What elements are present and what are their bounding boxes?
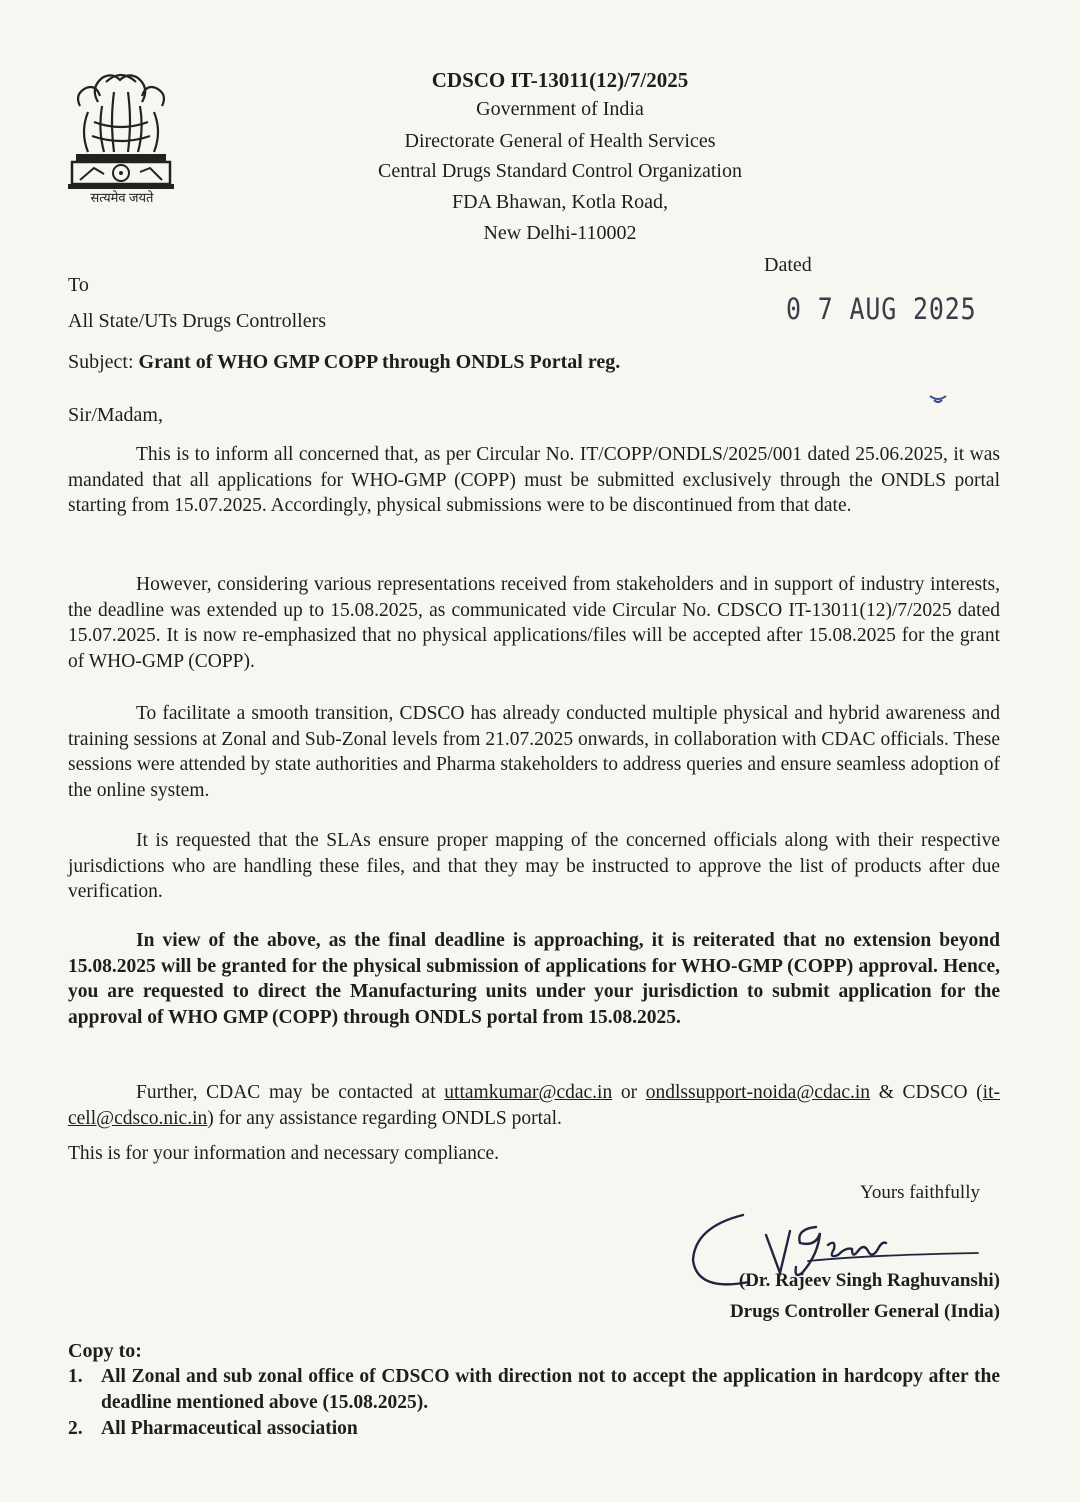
paragraph-sla-mapping: It is requested that the SLAs ensure proper mapping of the concerned officials along with their respective jurisdictions who are handling these files, and that they may be instructed to approve the list of products after due verification. bbox=[68, 830, 1000, 902]
email-link-it-cell[interactable]: it-cell@cdsco.nic.in bbox=[68, 1082, 1001, 1129]
subject-label: Subject: bbox=[68, 351, 139, 373]
header-address-line: FDA Bhawan, Kotla Road, bbox=[451, 191, 669, 213]
recipient: All State/UTs Drugs Controllers bbox=[68, 310, 327, 332]
header-government: Government of India bbox=[476, 98, 644, 120]
list-item-text: All Zonal and sub zonal office of CDSCO with direction not to accept the application in hardcopy after the deadline mentioned above (15.08.2025). bbox=[101, 1366, 1000, 1413]
list-item-text: All Pharmaceutical association bbox=[101, 1418, 358, 1439]
dated-label: Dated bbox=[764, 254, 812, 276]
header-directorate: Directorate General of Health Services bbox=[404, 130, 716, 152]
to-label: To bbox=[68, 274, 89, 296]
header-organization: Central Drugs Standard Control Organization bbox=[377, 160, 742, 182]
file-reference-number: CDSCO IT-13011(12)/7/2025 bbox=[431, 68, 689, 92]
list-item-number: 2. bbox=[68, 1418, 83, 1439]
copy-to-heading: Copy to: bbox=[68, 1340, 142, 1362]
emblem-motto: सत्यमेव जयते bbox=[90, 190, 154, 205]
signatory-name: (Dr. Rajeev Singh Raghuvanshi) bbox=[738, 1270, 1000, 1291]
information-line: This is for your information and necessary compliance. bbox=[68, 1143, 500, 1164]
subject-text: Grant of WHO GMP COPP through ONDLS Portal reg. bbox=[138, 351, 621, 373]
paragraph-deadline-extension: However, considering various representations received from stakeholders and in support of industry interests, the deadline was extended up to 15.08.2025, as communicated vide Circular No. CDSCO IT-13011(12)/7/2025 dated 15.07.2025. It is now re-emphasized that no physical applications/files will be accepted after 15.08.2025 for the grant of WHO-GMP (COPP). bbox=[68, 574, 1000, 672]
salutation: Sir/Madam, bbox=[68, 404, 163, 426]
ink-mark-icon bbox=[928, 392, 948, 411]
subject-line bbox=[68, 351, 620, 374]
closing: Yours faithfully bbox=[860, 1182, 980, 1203]
email-link-ondlssupport[interactable]: ondlssupport-noida@cdac.in bbox=[645, 1082, 871, 1103]
paragraph-final-deadline: In view of the above, as the final deadline is approaching, it is reiterated that no extension beyond 15.08.2025 will be granted for the physical submission of applications for WHO-GMP (COPP) approval. Hence, you are requested to direct the Manufacturing units under your jurisdiction to submit application for the approval of WHO GMP (COPP) through ONDLS portal from 15.08.2025. bbox=[68, 930, 1000, 1028]
email-link-uttamkumar[interactable]: uttamkumar@cdac.in bbox=[444, 1082, 613, 1103]
paragraph-training-sessions: To facilitate a smooth transition, CDSCO has already conducted multiple physical and hybrid awareness and training sessions at Zonal and Sub-Zonal levels from 21.07.2025 onwards, in collaboration with CDAC officials. These sessions were attended by state authorities and Pharma stakeholders to address queries and ensure seamless adoption of the online system. bbox=[68, 703, 1000, 801]
date-stamp: 0 7 AUG 2025 bbox=[786, 292, 977, 326]
header-city-pin: New Delhi-110002 bbox=[483, 222, 637, 244]
paragraph-contact: Further, CDAC may be contacted at uttamkumar@cdac.in or ondlssupport-noida@cdac.in & CDSCO (it-cell@cdsco.nic.in) for any assistance regarding ONDLS portal. bbox=[68, 1082, 1001, 1129]
list-item-number: 1. bbox=[68, 1366, 83, 1387]
list-item bbox=[68, 1364, 1000, 1416]
list-item bbox=[68, 1416, 1000, 1442]
copy-to-list bbox=[68, 1364, 1000, 1442]
paragraph-circular-mandate: This is to inform all concerned that, as per Circular No. IT/COPP/ONDLS/2025/001 dated 25.06.2025, it was mandated that all applications for WHO-GMP (COPP) must be submitted exclusively through the ONDLS portal starting from 15.07.2025. Accordingly, physical submissions were to be discontinued from that date. bbox=[68, 444, 1000, 516]
signatory-title: Drugs Controller General (India) bbox=[729, 1301, 1000, 1322]
